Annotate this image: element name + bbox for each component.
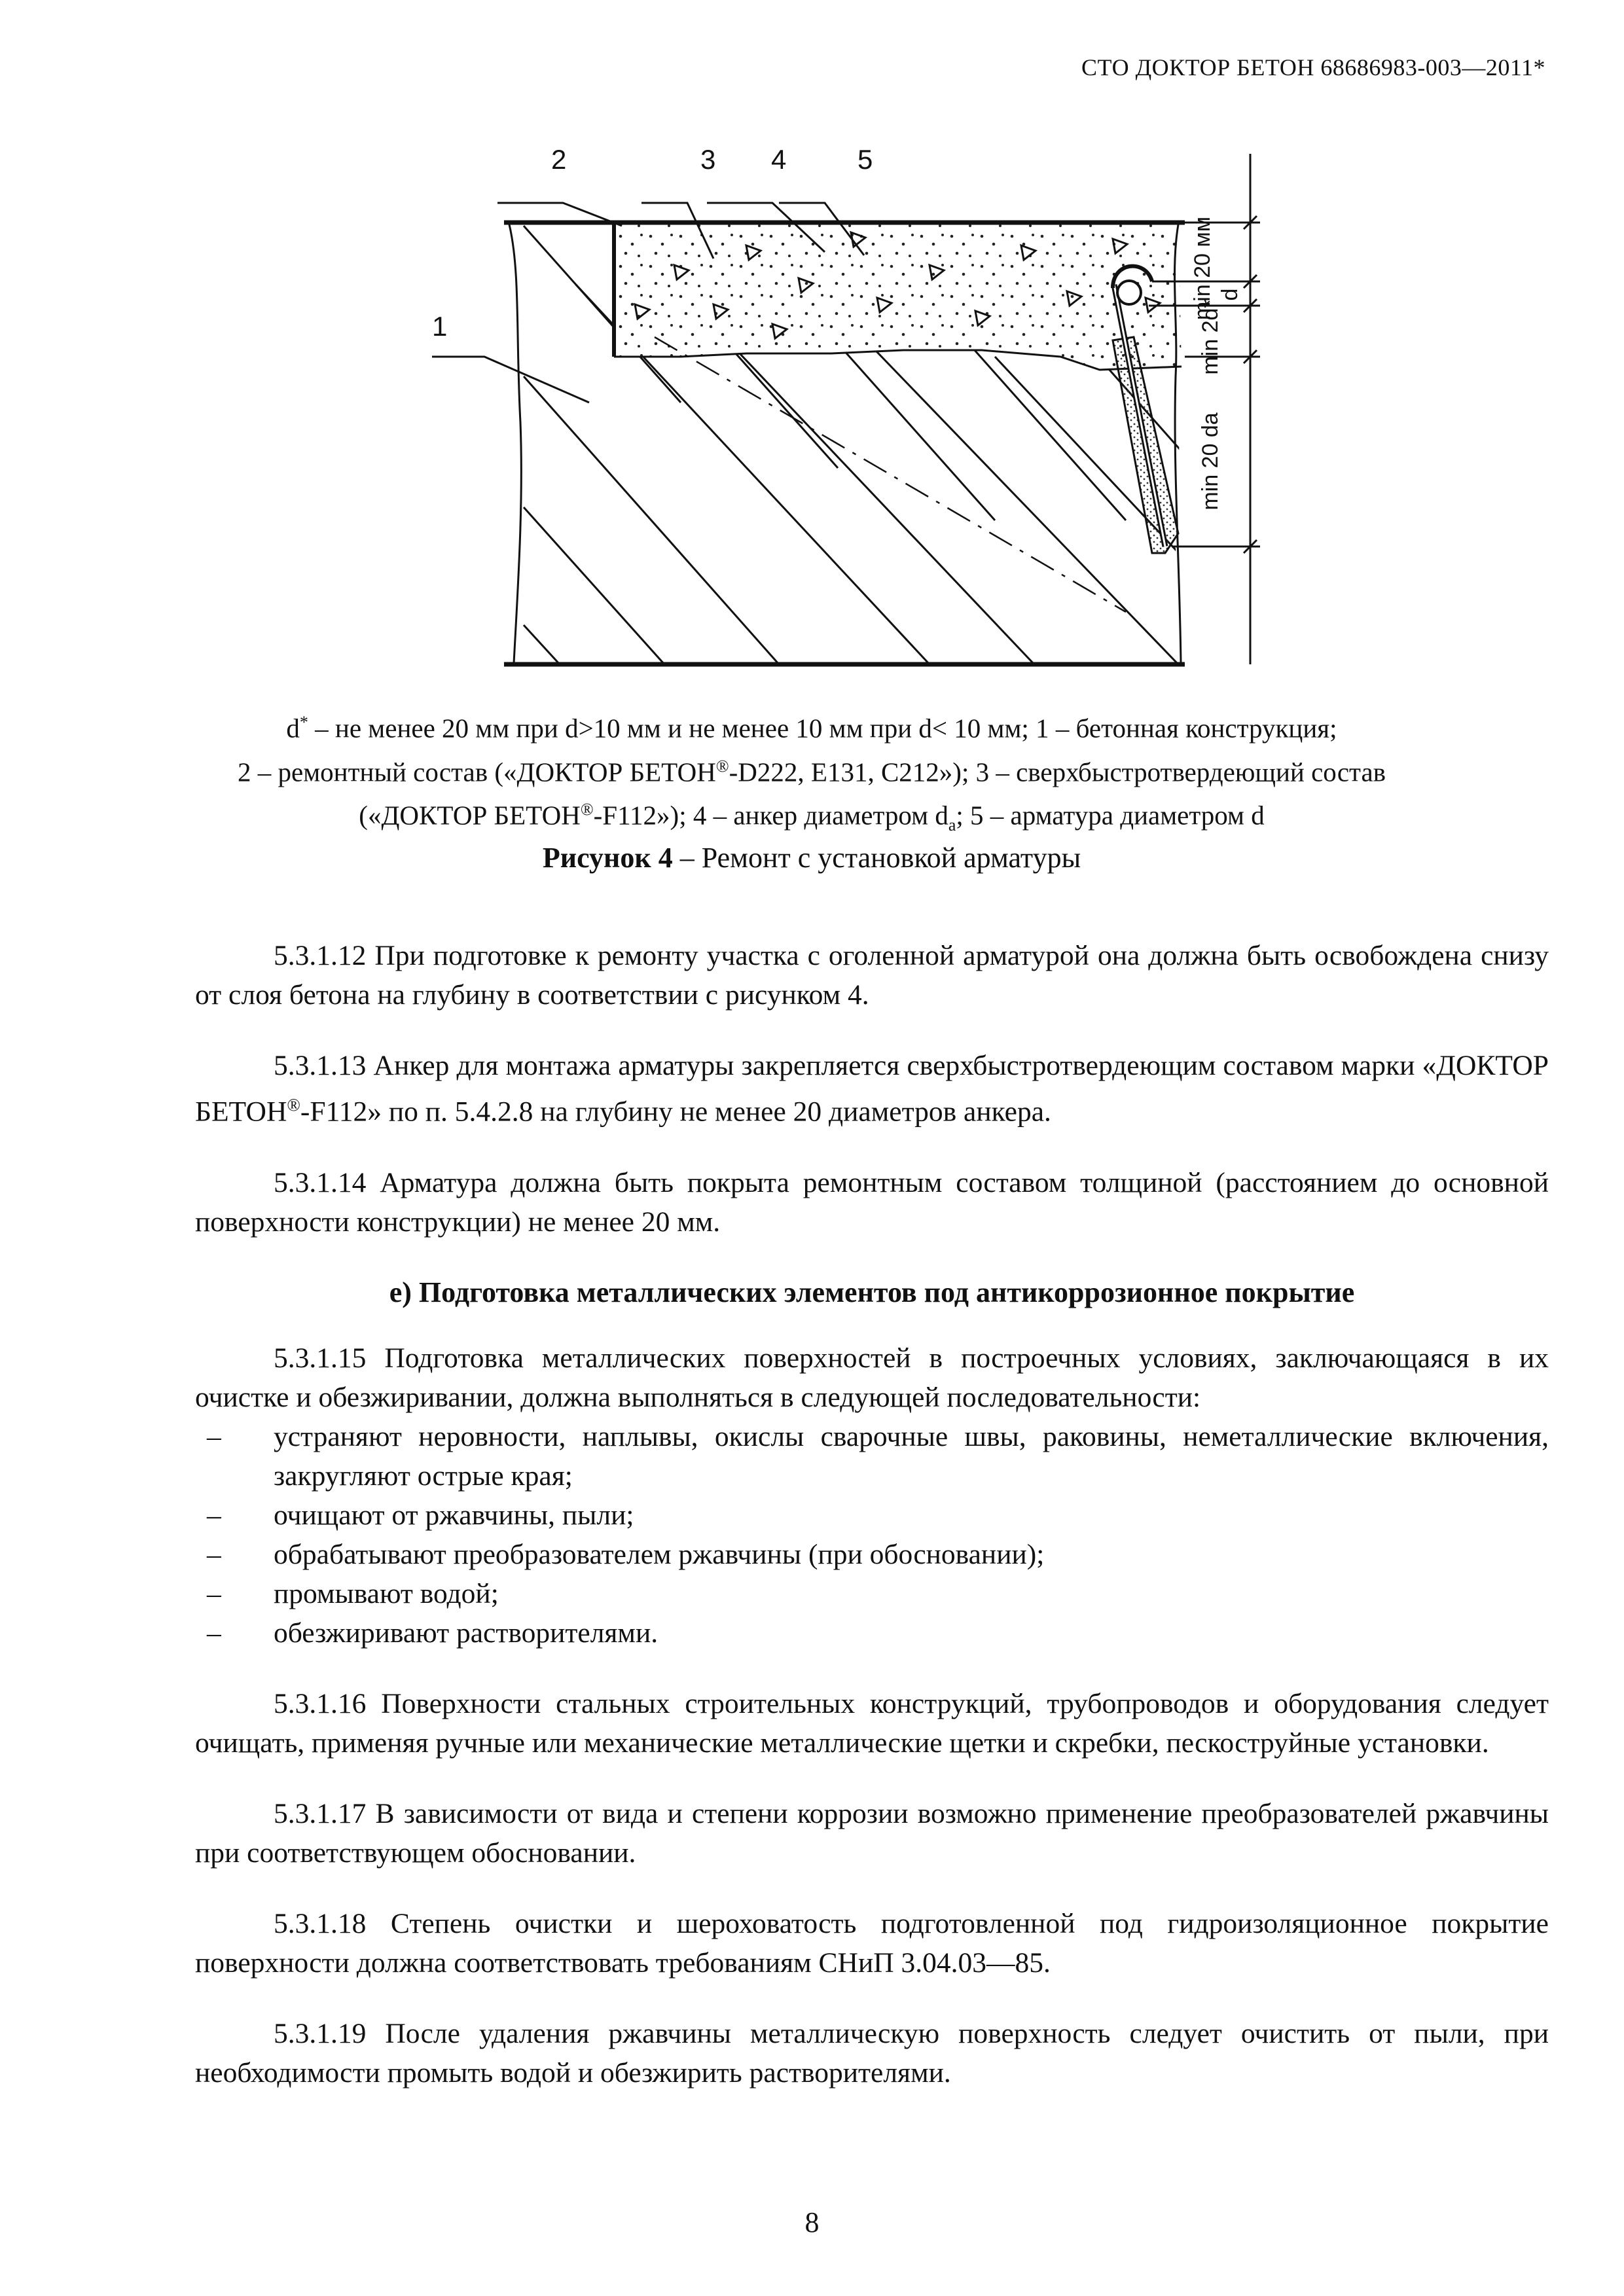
paragraph-5-3-1-16: 5.3.1.16 Поверхности стальных строительных конструкций, трубопроводов и оборудования следует очищать, применяя ручные или механические металлические щетки и скребки, пескоструйные установки. <box>195 1687 1549 1759</box>
paragraph-5-3-1-12: 5.3.1.12 При подготовке к ремонту участка с оголенной арматурой она должна быть освобождена снизу от слоя бетона на глубину в соответствии с рисунком 4. <box>195 940 1549 1011</box>
figure-legend <box>144 704 1479 844</box>
list-item <box>195 1535 1549 1574</box>
list-dash: – <box>207 1538 221 1570</box>
list-item-text: промывают водой; <box>274 1577 499 1609</box>
paragraph-5-3-1-19: 5.3.1.19 После удаления ржавчины металлическую поверхность следует очистить от пыли, при необходимости промыть водой и обезжирить растворителями. <box>195 2017 1549 2089</box>
list-item-text: обезжиривают растворителями. <box>274 1617 659 1649</box>
legend-line-1 <box>144 704 1479 747</box>
paragraph-5-3-1-14: 5.3.1.14 Арматура должна быть покрыта ремонтным составом толщиной (расстоянием до основной поверхности конструкции) не менее 20 мм. <box>195 1166 1549 1238</box>
paragraph-5-3-1-13 <box>195 1046 1549 1132</box>
legend-line-2 <box>144 747 1479 791</box>
page-number: 8 <box>804 2206 820 2238</box>
list-item-text: обрабатывают преобразователем ржавчины (при обосновании); <box>274 1538 1045 1570</box>
list-item-text: устраняют неровности, наплывы, окислы сварочные швы, раковины, неметаллические включения, закругляют острые края; <box>274 1420 1549 1492</box>
registered-mark: ® <box>287 1095 300 1115</box>
paragraph-5-3-1-18: 5.3.1.18 Степень очистки и шероховатость подготовленной под гидроизоляционное покрытие поверхности должна соответствовать требованиям СНиП 3.04.03—85. <box>195 1907 1549 1979</box>
registered-mark: ® <box>715 756 729 776</box>
p13-text-a: 5.3.1.13 Анкер для монтажа арматуры закрепляется сверхбыстротвердеющим составом марки «ДОКТОР БЕТОН <box>195 1050 1549 1128</box>
document-body <box>195 936 1549 2124</box>
figure-caption-label: Рисунок 4 <box>542 842 673 874</box>
paragraph-5-3-1-15: 5.3.1.15 Подготовка металлических поверхностей в построечных условиях, заключающаяся в их очистке и обезжиривании, должна выполняться в следующей последовательности: <box>195 1342 1549 1413</box>
paragraph-5-3-1-17: 5.3.1.17 В зависимости от вида и степени коррозии возможно применение преобразователей ржавчины при соответствующем обосновании. <box>195 1797 1549 1869</box>
list-item <box>195 1417 1549 1496</box>
list-item <box>195 1496 1549 1535</box>
document-header: СТО ДОКТОР БЕТОН 68686983-003—2011* <box>1081 54 1545 81</box>
list-dash: – <box>207 1577 221 1609</box>
callout-2: 2 <box>551 144 567 175</box>
legend-text-2a: 2 – ремонтный состав («ДОКТОР БЕТОН <box>238 757 716 787</box>
list-item-text: очищают от ржавчины, пыли; <box>274 1499 634 1531</box>
dim-bar: d <box>1218 288 1242 301</box>
list-dash: – <box>207 1420 221 1452</box>
repair-figure <box>406 141 1335 704</box>
legend-text-1: – не менее 20 мм при d>10 мм и не менее 10 мм при d< 10 мм; 1 – бетонная конструкция; <box>308 713 1337 744</box>
callout-4: 4 <box>771 144 787 175</box>
list-dash: – <box>207 1617 221 1649</box>
preparation-steps-list <box>195 1417 1549 1653</box>
legend-text-3a: («ДОКТОР БЕТОН <box>359 800 581 831</box>
legend-asterisk: * <box>299 713 308 732</box>
list-dash: – <box>207 1499 221 1531</box>
list-item <box>195 1574 1549 1613</box>
figure-caption-text: – Ремонт с установкой арматуры <box>672 842 1081 874</box>
p13-text-b: -F112» по п. 5.4.2.8 на глубину не менее 20 диаметров анкера. <box>300 1096 1051 1128</box>
dim-cover: min 20 мм <box>1190 216 1215 321</box>
list-item <box>195 1613 1549 1653</box>
dim-gap: min 2d* <box>1198 299 1223 375</box>
legend-subscript-a: a <box>948 816 956 835</box>
figure-caption <box>144 841 1479 874</box>
section-heading-e: е) Подготовка металлических элементов под антикоррозионное покрытие <box>389 1276 1355 1308</box>
dim-anchor: min 20 da <box>1198 412 1223 511</box>
callout-5: 5 <box>857 144 873 175</box>
legend-d: d <box>286 713 300 744</box>
legend-line-3 <box>144 791 1479 844</box>
legend-text-3c: ; 5 – арматура диаметром d <box>956 800 1265 831</box>
callout-3: 3 <box>700 144 716 175</box>
registered-mark: ® <box>580 800 594 819</box>
callout-1: 1 <box>432 311 448 342</box>
legend-text-3b: -F112»); 4 – анкер диаметром d <box>593 800 948 831</box>
legend-text-2b: -D222, E131, C212»); 3 – сверхбыстротвердеющий состав <box>729 757 1386 787</box>
